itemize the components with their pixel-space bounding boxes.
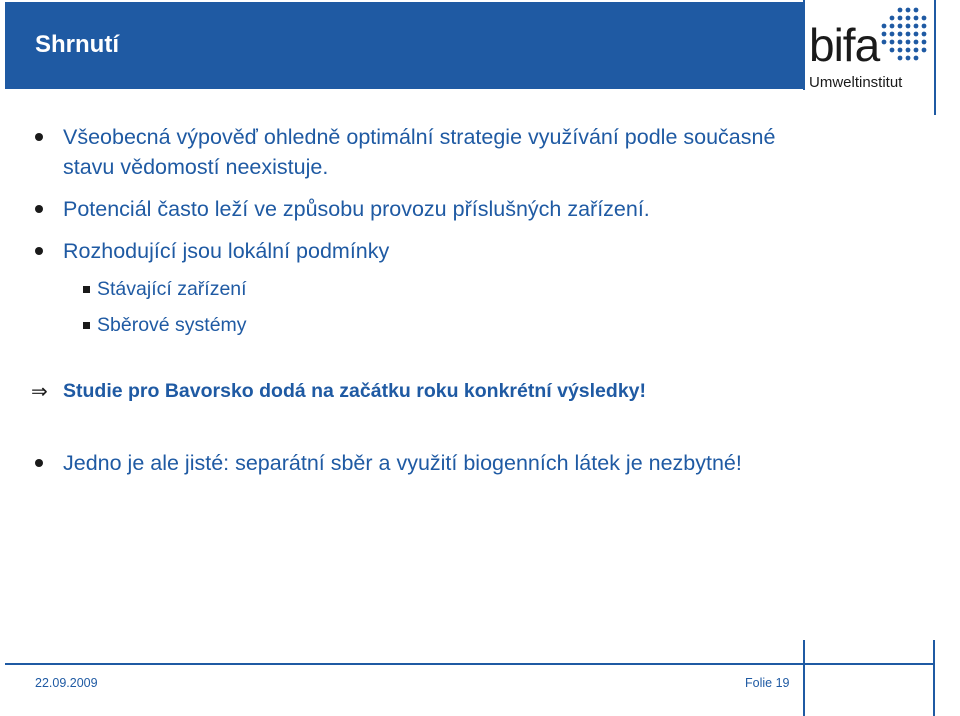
footer-date: 22.09.2009 [35,676,98,690]
title-bar [5,2,803,89]
bullet-item: Rozhodující jsou lokální podmínky [35,236,805,266]
dot-grid-icon [878,6,932,62]
conclusion-text: Studie pro Bavorsko dodá na začátku roku konkrétní výsledky! [63,380,647,402]
slide-content [31,122,805,478]
conclusion-line [31,378,805,404]
double-arrow-icon: ⇒ [31,381,48,403]
logo-wordmark: bifa [809,19,880,71]
bullet-item: Jedno je ale jisté: separátní sběr a využití biogenních látek je nezbytné! [35,448,805,478]
footer-page-number: Folie 19 [745,676,790,690]
sub-bullet-item: Sběrové systémy [35,312,805,338]
logo-subtitle: Umweltinstitut [809,74,903,91]
slide-title: Shrnutí [35,31,119,58]
sub-bullet-item: Stávající zařízení [35,276,805,302]
logo-divider-left [803,0,805,90]
footer-divider-vertical [803,640,805,716]
footer-divider [5,663,935,665]
bullet-item: Potenciál často leží ve způsobu provozu příslušných zařízení. [35,194,805,224]
bullet-item: Všeobecná výpověď ohledně optimální strategie využívání podle současné stavu vědomostí neexistuje. [35,122,805,182]
logo-divider-right [934,0,936,115]
bifa-logo [803,0,960,115]
footer-divider-vertical [933,640,935,716]
